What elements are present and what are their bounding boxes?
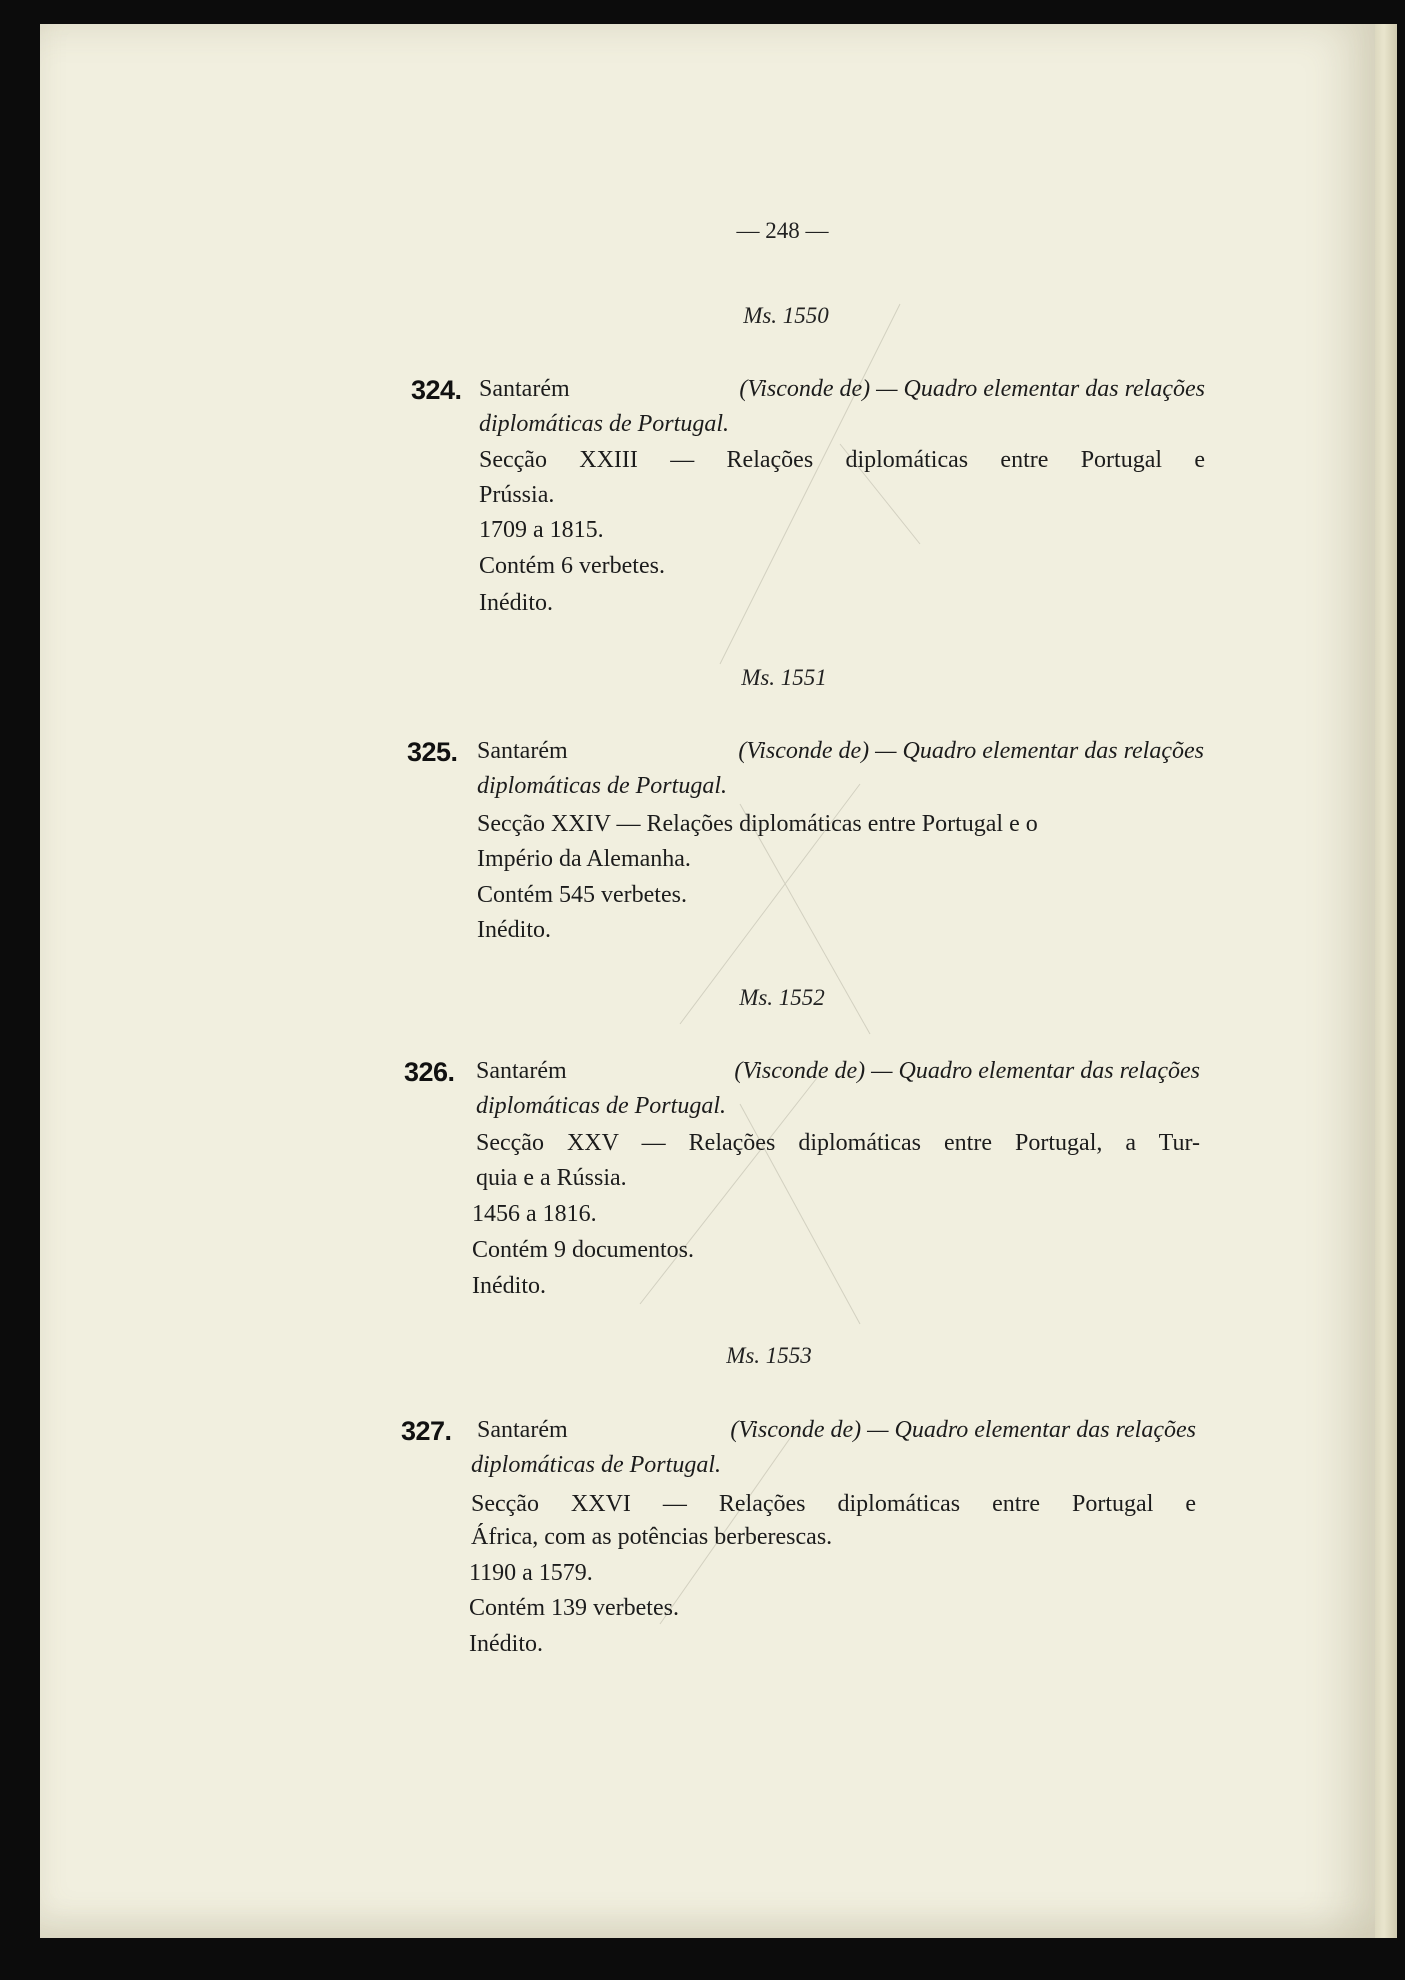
- dates: 1190 a 1579.: [469, 1560, 593, 1586]
- dates: 1456 a 1816.: [472, 1201, 597, 1227]
- section-line-2: Prússia.: [479, 482, 555, 508]
- section-line-1: Secção XXIV — Relações diplomáticas entre Portugal e o: [477, 811, 1038, 837]
- contents: Contém 9 documentos.: [472, 1237, 694, 1263]
- section-line-2: quia e a Rússia.: [476, 1165, 627, 1191]
- title-text: (Visconde de) — Quadro elementar das relações: [730, 1417, 1196, 1443]
- ms-label: Ms. 1553: [726, 1343, 812, 1368]
- title-line: [479, 374, 1205, 404]
- title-line-2: diplomáticas de Portugal.: [477, 773, 727, 799]
- title-line-2: diplomáticas de Portugal.: [479, 411, 729, 437]
- section-line-2: Império da Alemanha.: [477, 846, 691, 872]
- ms-label: Ms. 1552: [739, 985, 825, 1010]
- ms-label: Ms. 1551: [741, 665, 827, 690]
- ms-label: Ms. 1550: [743, 303, 829, 328]
- section-line-2: África, com as potências berberescas.: [471, 1524, 833, 1550]
- entry-number: 326.: [404, 1057, 455, 1087]
- author: Santarém: [477, 738, 568, 764]
- author: Santarém: [476, 1058, 567, 1084]
- section-line-1: Secção XXV — Relações diplomáticas entre Portugal, a Tur-: [476, 1130, 1200, 1156]
- title-line: [477, 1415, 1196, 1445]
- author: Santarém: [479, 376, 570, 402]
- title-line: [476, 1056, 1200, 1086]
- entry-number: 327.: [401, 1416, 452, 1446]
- title-line: [477, 736, 1204, 766]
- section-line-1: Secção XXVI — Relações diplomáticas entre Portugal e: [471, 1491, 1196, 1517]
- status: Inédito.: [472, 1273, 546, 1299]
- status: Inédito.: [469, 1631, 543, 1657]
- title-text: (Visconde de) — Quadro elementar das relações: [739, 376, 1205, 402]
- status: Inédito.: [477, 917, 551, 943]
- contents: Contém 6 verbetes.: [479, 553, 665, 579]
- contents: Contém 545 verbetes.: [477, 882, 687, 908]
- page-edge: [1375, 24, 1397, 1938]
- page-number: — 248 —: [736, 218, 829, 243]
- title-line-2: diplomáticas de Portugal.: [476, 1093, 726, 1119]
- title-line-2: diplomáticas de Portugal.: [471, 1452, 721, 1478]
- author: Santarém: [477, 1417, 568, 1443]
- status: Inédito.: [479, 590, 553, 616]
- contents: Contém 139 verbetes.: [469, 1595, 679, 1621]
- entry-number: 325.: [407, 737, 458, 767]
- section-line-1: Secção XXIII — Relações diplomáticas entre Portugal e: [479, 447, 1205, 473]
- title-text: (Visconde de) — Quadro elementar das relações: [734, 1058, 1200, 1084]
- title-text: (Visconde de) — Quadro elementar das relações: [738, 738, 1204, 764]
- entry-number: 324.: [411, 375, 462, 405]
- dates: 1709 a 1815.: [479, 517, 604, 543]
